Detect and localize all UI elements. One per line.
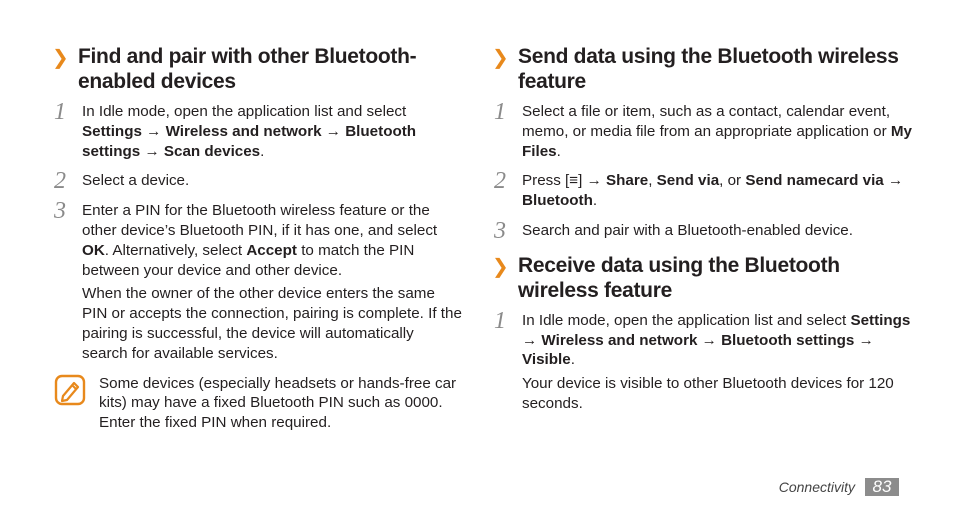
bold-term: Wireless and network xyxy=(541,331,698,349)
bold-term: Share xyxy=(606,172,649,190)
text-run: , xyxy=(648,172,657,190)
left-column xyxy=(52,44,462,439)
text-run: In Idle mode, open the application list and select xyxy=(82,103,407,120)
text-run: , or xyxy=(719,172,746,190)
text-run: Press [ xyxy=(522,172,570,190)
section-heading xyxy=(492,44,912,94)
bold-term: Settings xyxy=(850,311,911,329)
chevron-right-icon: ❯ xyxy=(492,47,509,69)
bold-term: Send via xyxy=(656,172,720,190)
step-item xyxy=(52,168,462,195)
steps-list xyxy=(52,99,462,364)
step-item xyxy=(52,99,462,161)
page-number: 83 xyxy=(865,478,899,496)
step-text xyxy=(82,171,462,191)
text-run: → xyxy=(522,331,542,349)
section-find-and-pair xyxy=(52,44,462,433)
text-run: . Alternatively, select xyxy=(104,241,247,259)
steps-list xyxy=(492,307,912,414)
step-text xyxy=(82,201,462,280)
text-run: → xyxy=(854,331,874,349)
text-run: Select a device. xyxy=(82,172,190,190)
bold-term: Accept xyxy=(246,241,297,259)
footer-section-name: Connectivity xyxy=(778,479,855,495)
text-run: . xyxy=(570,351,575,369)
step-number: 3 xyxy=(494,217,506,244)
bold-term: Bluetooth settings xyxy=(82,122,417,160)
bold-term: ≡ xyxy=(569,172,579,190)
bold-term: Scan devices xyxy=(163,142,261,160)
text-run: Enter a PIN for the Bluetooth wireless feature or the other device’s Bluetooth PIN, if it has one, and select xyxy=(82,202,438,239)
chevron-right-icon: ❯ xyxy=(492,255,509,278)
step-extra-text: When the owner of the other device enters the same PIN or accepts the connection, pairing is complete. If the pairing is successful, the device will automatically search for available services. xyxy=(82,285,462,362)
step-text xyxy=(522,171,912,211)
bold-term: Wireless and network xyxy=(165,122,322,140)
step-number: 2 xyxy=(494,168,506,195)
section-heading xyxy=(52,44,462,94)
chevron-right-icon: ❯ xyxy=(52,47,69,69)
bold-term: Send namecard via xyxy=(745,172,884,190)
bold-term: Visible xyxy=(522,351,571,369)
text-run: to match the PIN between your device and other device. xyxy=(82,241,415,279)
text-run: . xyxy=(260,142,265,160)
heading-text: Send data using the Bluetooth wireless feature xyxy=(518,45,899,93)
note-box xyxy=(52,374,462,433)
bold-term: My Files xyxy=(522,122,913,160)
step-number: 3 xyxy=(54,198,66,225)
text-run: ] → xyxy=(578,172,606,190)
step-number: 1 xyxy=(494,307,506,334)
step-item xyxy=(492,168,912,211)
text-run: Search and pair with a Bluetooth-enabled device. xyxy=(522,221,853,239)
bold-term: Settings xyxy=(82,122,142,140)
step-item xyxy=(492,307,912,414)
right-column xyxy=(492,44,912,424)
step-number: 1 xyxy=(494,99,506,125)
text-run: → xyxy=(697,331,722,349)
section-receive-data xyxy=(492,253,912,414)
section-heading xyxy=(492,253,912,303)
text-run: → xyxy=(321,122,346,140)
step-item xyxy=(492,217,912,244)
text-run: → xyxy=(140,142,164,160)
text-run: In Idle mode, open the application list and select xyxy=(522,311,851,329)
bold-term: Bluetooth xyxy=(522,192,593,210)
note-text: Some devices (especially headsets or hands-free car kits) may have a fixed Bluetooth PIN such as 0000. Enter the fixed PIN when required. xyxy=(99,374,457,432)
text-run: Select a file or item, such as a contact, calendar event, memo, or media file from an appropriate application or xyxy=(522,103,891,140)
text-run: . xyxy=(556,142,561,160)
bold-term: Bluetooth settings xyxy=(721,331,855,349)
step-number: 1 xyxy=(54,99,66,125)
section-send-data xyxy=(492,44,913,244)
steps-list xyxy=(492,99,913,244)
bold-term: OK xyxy=(82,241,105,259)
step-number: 2 xyxy=(54,168,66,195)
text-run: . xyxy=(592,192,598,210)
heading-text: Receive data using the Bluetooth wireless feature xyxy=(518,253,840,302)
text-run: → xyxy=(141,122,166,140)
text-run: → xyxy=(883,172,904,190)
heading-text: Find and pair with other Bluetooth-enabled devices xyxy=(78,45,417,93)
note-pencil-icon xyxy=(54,374,86,406)
step-text xyxy=(522,311,912,370)
step-text xyxy=(522,102,912,161)
step-text xyxy=(82,102,462,161)
step-item xyxy=(52,198,462,363)
page-footer xyxy=(779,478,899,496)
step-extra-text: Your device is visible to other Bluetooth devices for 120 seconds. xyxy=(522,375,894,412)
step-item xyxy=(492,99,913,161)
step-text xyxy=(522,221,912,241)
